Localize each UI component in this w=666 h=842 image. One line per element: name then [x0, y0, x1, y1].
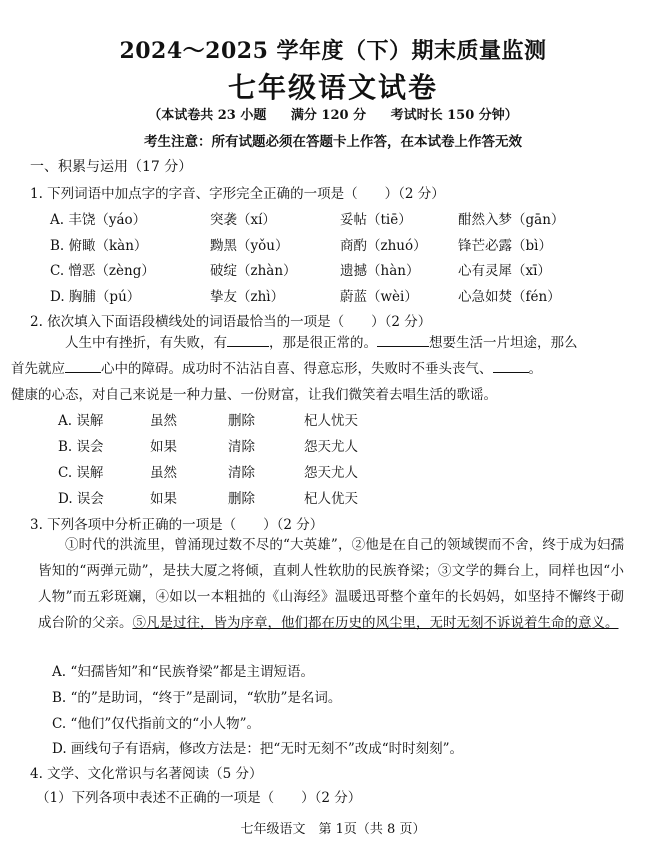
q2-option-a-4: 杞人忧天 — [304, 413, 358, 429]
blank-4 — [493, 360, 529, 373]
q2-option-b-2: 如果 — [150, 439, 177, 455]
exam-info-questions: （本试卷共 23 小题 — [148, 108, 267, 123]
question-3-stem: 3. 下列各项中分析正确的一项是（ ）（2 分） — [30, 517, 324, 533]
q2-text-d: 首先就应 — [11, 361, 65, 377]
question-2-passage — [11, 330, 624, 408]
question-3-passage — [38, 532, 624, 636]
page-footer: 七年级语文 第 1页（共 8 页） — [240, 822, 426, 837]
q1-option-a-4: 酣然入梦（gān） — [458, 212, 565, 228]
question-4-sub-1: （1）下列各项中表述不正确的一项是（ ）（2 分） — [36, 790, 362, 806]
q2-option-c-4: 怨天尤人 — [304, 465, 358, 481]
q1-option-b-2: 黝黑（yǒu） — [210, 238, 289, 254]
blank-2 — [377, 334, 429, 347]
q3-option-c: C. “他们”仅代指前文的“小人物”。 — [52, 716, 261, 732]
q1-option-a-2: 突袭（xí） — [210, 212, 276, 228]
q2-option-c-2: 虽然 — [150, 465, 177, 481]
q2-option-d-2: 如果 — [150, 491, 177, 507]
exam-info — [0, 104, 666, 123]
q1-option-c-2: 破绽（zhàn） — [210, 263, 297, 279]
exam-info-time: 考试时长 150 分钟） — [390, 108, 518, 123]
exam-info-score: 满分 120 分 — [290, 108, 367, 123]
q1-option-a-1: A. 丰饶（yáo） — [50, 212, 147, 228]
blank-1 — [227, 334, 269, 347]
exam-notice: 考生注意：所有试题必须在答题卡上作答，在本试卷上作答无效 — [144, 134, 522, 150]
question-4-stem: 4. 文学、文化常识与名著阅读（5 分） — [30, 766, 263, 782]
q1-option-b-3: 商酌（zhuó） — [340, 238, 427, 254]
q1-option-d-3: 蔚蓝（wèi） — [340, 289, 418, 305]
q2-text-e: 心中的障碍。成功时不沾沾自喜、得意忘形，失败时不垂头丧气、 — [101, 361, 493, 377]
q1-option-c-4: 心有灵犀（xī） — [458, 263, 551, 279]
q2-text-b: ，那是很正常的。 — [269, 335, 377, 351]
q2-option-b-3: 清除 — [228, 439, 255, 455]
q2-option-b-1: B. 误会 — [58, 439, 104, 455]
question-1-stem: 1. 下列词语中加点字的字音、字形完全正确的一项是（ ）（2 分） — [30, 186, 445, 202]
q1-option-c-3: 遗撼（hàn） — [340, 263, 420, 279]
q1-option-b-1: B. 俯瞰（kàn） — [50, 238, 148, 254]
q2-option-c-1: C. 误解 — [58, 465, 104, 481]
q1-option-d-4: 心急如焚（fén） — [458, 289, 561, 305]
q1-option-a-3: 妥帖（tiē） — [340, 212, 412, 228]
q2-option-d-3: 删除 — [228, 491, 255, 507]
q3-underlined-sentence: ⑤凡是过往，皆为序章，他们都在历史的风尘里，无时无刻不诉说着生命的意义。 — [132, 615, 619, 631]
q2-text-a: 人生中有挫折，有失败，有 — [65, 335, 227, 351]
question-2-stem: 2. 依次填入下面语段横线处的词语最恰当的一项是（ ）（2 分） — [30, 314, 432, 330]
q2-text-c: 想要生活一片坦途，那么 — [429, 335, 578, 351]
exam-title: 2024～2025 学年度（下）期末质量监测 — [119, 38, 547, 64]
q1-option-b-4: 锋芒必露（bì） — [458, 238, 552, 254]
q3-option-a: A. “妇孺皆知”和“民族脊梁”都是主谓短语。 — [52, 664, 314, 680]
q3-passage-main: ①时代的洪流里，曾涌现过数不尽的“大英雄”，②他是在自己的领域锲而不舍，终于成为妇孺皆知的“两弹元勋”，是扶大厦之将倾，直刺人性软肋的民族脊梁；③文学的舞台上，同样也因“小人物”而五彩斑斓，④如以一本粗拙的《山海经》温暖迅哥整个童年的长妈妈，如坚持不懈终于砌成台阶的父亲。 — [38, 537, 624, 631]
q2-option-b-4: 怨天尤人 — [304, 439, 358, 455]
section-title: 一、积累与运用（17 分） — [30, 159, 193, 175]
q2-option-d-1: D. 误会 — [58, 491, 104, 507]
q1-option-d-1: D. 胸脯（pú） — [50, 289, 141, 305]
q2-text-g: 健康的心态，对自己来说是一种力量、一份财富，让我们微笑着去唱生活的歌谣。 — [11, 387, 497, 403]
exam-subtitle: 七年级语文试卷 — [227, 71, 438, 104]
q1-option-c-1: C. 憎恶（zèng） — [50, 263, 155, 279]
q3-option-b: B. “的”是助词，“终于”是副词，“软肋”是名词。 — [52, 690, 342, 706]
q2-option-a-2: 虽然 — [150, 413, 177, 429]
blank-3 — [65, 360, 101, 373]
q3-option-d: D. 画线句子有语病，修改方法是：把“无时无刻不”改成“时时刻刻”。 — [52, 741, 464, 757]
q2-text-f: 。 — [528, 361, 542, 377]
q2-option-a-3: 删除 — [228, 413, 255, 429]
q2-option-a-1: A. 误解 — [58, 413, 104, 429]
q2-option-d-4: 杞人优天 — [304, 491, 358, 507]
q1-option-d-2: 挚友（zhì） — [210, 289, 285, 305]
q2-option-c-3: 清除 — [228, 465, 255, 481]
